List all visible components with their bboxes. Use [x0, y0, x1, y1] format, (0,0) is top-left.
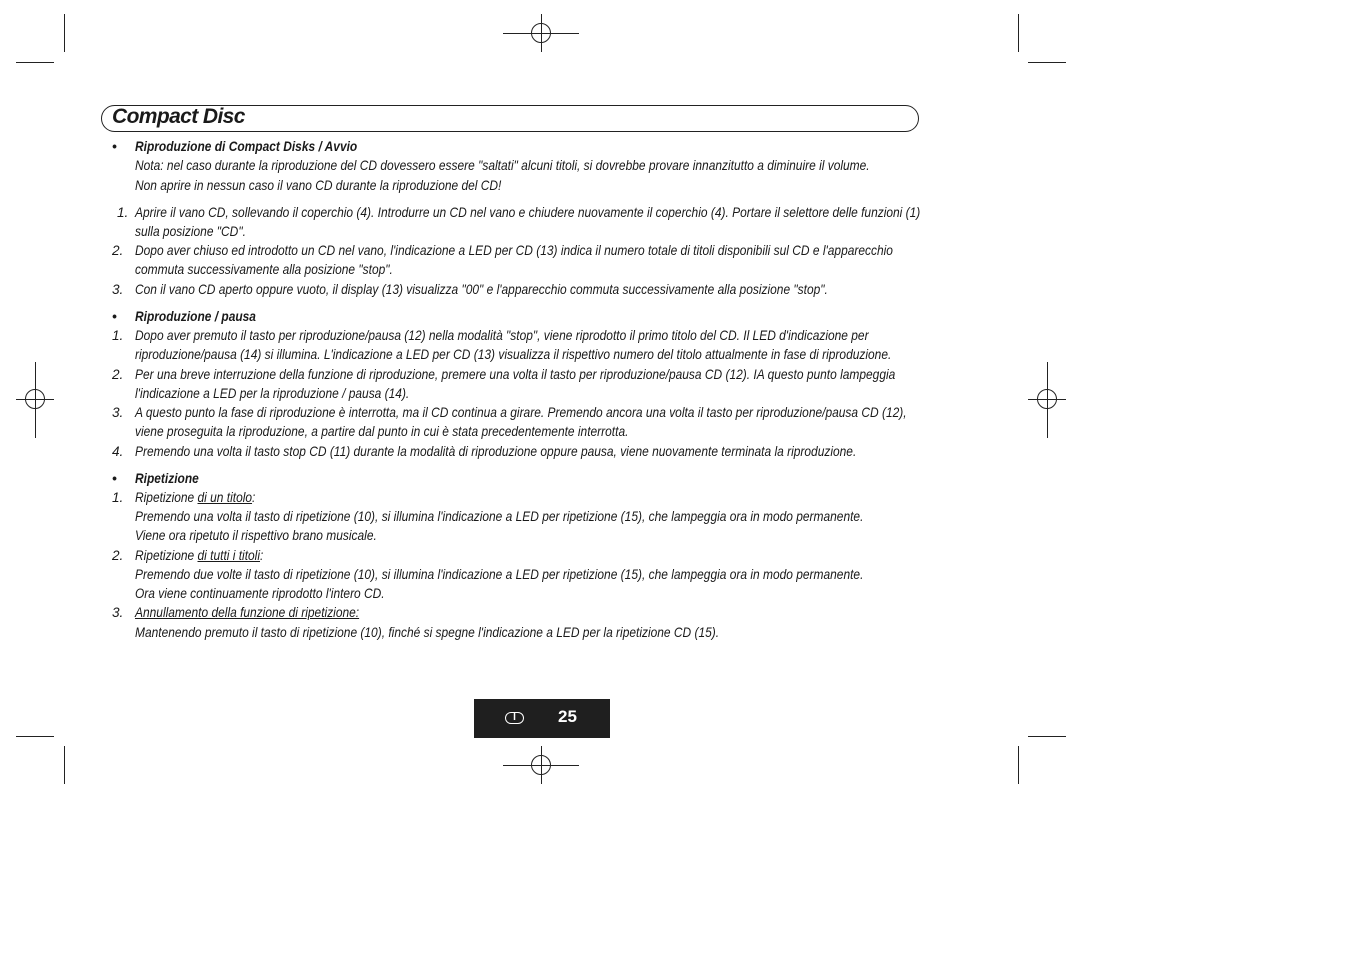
step-line: Premendo due volte il tasto di ripetizione (10), si illumina l'indicazione a LED per ripetizione (15), che lampeggia ora in modo permanente.: [135, 567, 864, 582]
section-heading: Ripetizione: [135, 471, 199, 486]
label-underlined: di tutti i titoli: [197, 548, 261, 563]
step-number: 2.: [112, 367, 124, 382]
step-line: Premendo una volta il tasto di ripetizione (10), si illumina l'indicazione a LED per ripetizione (15), che lampeggia ora in modo permanente.: [135, 509, 864, 524]
label-suffix: :: [252, 490, 256, 505]
language-code: I: [513, 712, 516, 723]
step-label: [135, 546, 263, 565]
step-line: commuta successivamente alla posizione "stop".: [135, 262, 393, 277]
bullet: •: [112, 139, 117, 154]
label-prefix: Ripetizione: [135, 548, 198, 563]
crop-mark: [16, 62, 54, 63]
registration-mark: [25, 389, 45, 409]
label-underlined: Annullamento della funzione di ripetizione:: [135, 605, 360, 620]
registration-mark: [1037, 389, 1057, 409]
page-title: Compact Disc: [112, 105, 245, 128]
step-line: Per una breve interruzione della funzione di riproduzione, premere una volta il tasto per riproduzione/pausa CD (12). IA questo punto lampeggia: [135, 367, 896, 382]
label-prefix: Ripetizione: [135, 490, 198, 505]
step-line: l'indicazione a LED per la riproduzione / pausa (14).: [135, 386, 410, 401]
crop-mark: [1018, 746, 1019, 784]
crop-mark: [64, 746, 65, 784]
step-number: 3.: [112, 605, 124, 620]
bullet: •: [112, 471, 117, 486]
crop-mark: [1018, 14, 1019, 52]
step-line: Dopo aver premuto il tasto per riproduzione/pausa (12) nella modalità "stop", viene riprodotto il primo titolo del CD. Il LED d'indicazione per: [135, 328, 869, 343]
note-line: Non aprire in nessun caso il vano CD durante la riproduzione del CD!: [135, 178, 502, 193]
bullet: •: [112, 309, 117, 324]
step-number: 1.: [112, 328, 124, 343]
step-line: sulla posizione "CD".: [135, 224, 246, 239]
step-line: Mantenendo premuto il tasto di ripetizione (10), finché si spegne l'indicazione a LED per la ripetizione CD (15).: [135, 625, 720, 640]
crop-mark: [1028, 62, 1066, 63]
page-number: 25: [558, 707, 577, 726]
page-number-tab: [474, 699, 610, 738]
step-number: 4.: [112, 444, 124, 459]
step-number: 1.: [112, 490, 124, 505]
step-line: riproduzione/pausa (14) si illumina. L'indicazione a LED per CD (13) visualizza il rispettivo numero del titolo attualmente in fase di riproduzione.: [135, 347, 892, 362]
step-label: [135, 603, 359, 622]
label-suffix: :: [260, 548, 264, 563]
step-line: Dopo aver chiuso ed introdotto un CD nel vano, l'indicazione a LED per CD (13) indica il numero totale di titoli disponibili sul CD e l'apparecchio: [135, 243, 893, 258]
step-line: viene proseguita la riproduzione, a partire dal punto in cui è stata precedentemente interrotta.: [135, 424, 629, 439]
step-line: Aprire il vano CD, sollevando il coperchio (4). Introdurre un CD nel vano e chiudere nuovamente il coperchio (4). Portare il selettore delle funzioni (1): [135, 205, 921, 220]
step-line: A questo punto la fase di riproduzione è interrotta, ma il CD continua a girare. Premendo ancora una volta il tasto per riproduzione/pausa CD (12),: [135, 405, 907, 420]
step-number: 2.: [112, 243, 124, 258]
step-line: Premendo una volta il tasto stop CD (11) durante la modalità di riproduzione oppure pausa, viene nuovamente terminata la riproduzione.: [135, 444, 857, 459]
step-line: Con il vano CD aperto oppure vuoto, il display (13) visualizza "00" e l'apparecchio commuta successivamente alla posizione "stop".: [135, 282, 828, 297]
step-line: Ora viene continuamente riprodotto l'intero CD.: [135, 586, 385, 601]
crop-mark: [16, 736, 54, 737]
registration-mark: [531, 23, 551, 43]
step-number: 2.: [112, 548, 124, 563]
section-heading: Riproduzione di Compact Disks / Avvio: [135, 139, 358, 154]
step-line: Viene ora ripetuto il rispettivo brano musicale.: [135, 528, 377, 543]
step-number: 3.: [112, 282, 124, 297]
crop-mark: [64, 14, 65, 52]
registration-mark: [531, 755, 551, 775]
section-heading: Riproduzione / pausa: [135, 309, 256, 324]
note-line: Nota: nel caso durante la riproduzione del CD dovessero essere "saltati" alcuni titoli, si dovrebbe provare innanzitutto a diminuire il volume.: [135, 158, 870, 173]
label-underlined: di un titolo: [197, 490, 253, 505]
step-number: 3.: [112, 405, 124, 420]
step-number: 1.: [117, 205, 129, 220]
step-label: [135, 488, 255, 507]
crop-mark: [1028, 736, 1066, 737]
